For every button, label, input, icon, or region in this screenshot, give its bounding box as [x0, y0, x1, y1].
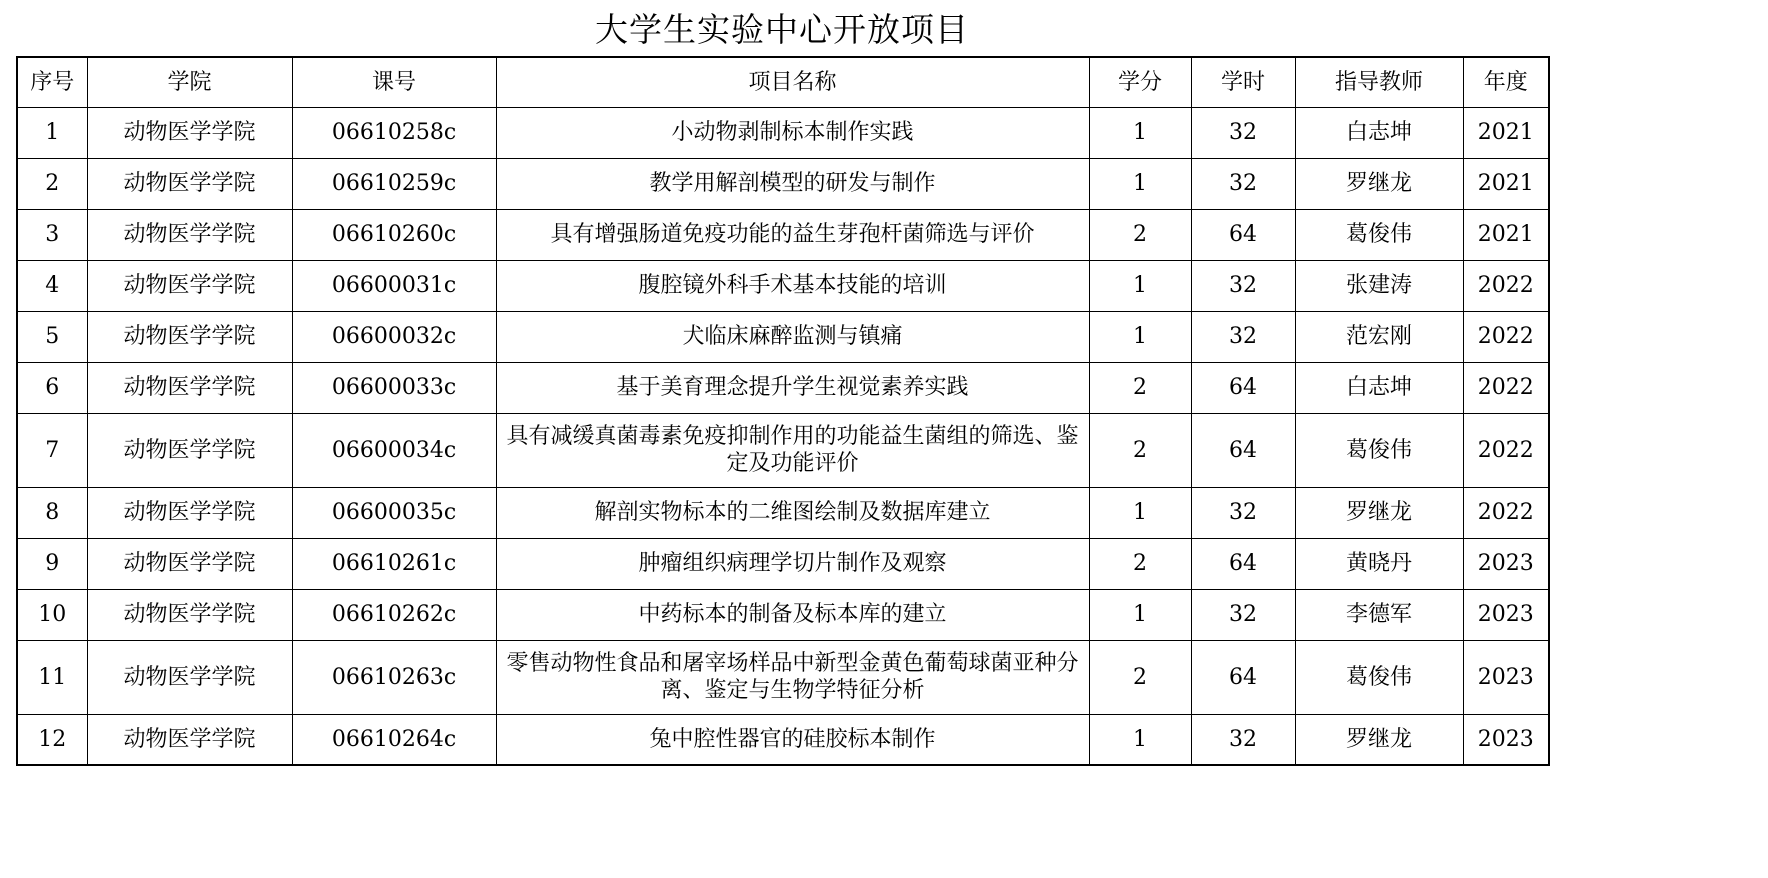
table-row [17, 311, 1549, 362]
cell-hours: 32 [1191, 107, 1295, 158]
cell-teacher: 黄晓丹 [1295, 538, 1463, 589]
cell-teacher: 罗继龙 [1295, 158, 1463, 209]
cell-college: 动物医学学院 [87, 209, 292, 260]
cell-college: 动物医学学院 [87, 362, 292, 413]
cell-code: 06610262c [292, 589, 496, 640]
cell-code: 06600034c [292, 413, 496, 487]
cell-no: 11 [17, 640, 87, 714]
cell-project-name: 解剖实物标本的二维图绘制及数据库建立 [496, 487, 1089, 538]
cell-no: 6 [17, 362, 87, 413]
cell-teacher: 范宏刚 [1295, 311, 1463, 362]
table-row [17, 714, 1549, 765]
header-cell-credit: 学分 [1089, 57, 1191, 107]
cell-hours: 64 [1191, 413, 1295, 487]
cell-year: 2022 [1463, 260, 1549, 311]
table-row [17, 640, 1549, 714]
cell-project-name: 腹腔镜外科手术基本技能的培训 [496, 260, 1089, 311]
table-row [17, 538, 1549, 589]
cell-code: 06610258c [292, 107, 496, 158]
cell-hours: 32 [1191, 714, 1295, 765]
cell-code: 06610259c [292, 158, 496, 209]
cell-year: 2023 [1463, 589, 1549, 640]
cell-credit: 1 [1089, 260, 1191, 311]
cell-college: 动物医学学院 [87, 487, 292, 538]
header-cell-code: 课号 [292, 57, 496, 107]
cell-credit: 1 [1089, 107, 1191, 158]
cell-college: 动物医学学院 [87, 107, 292, 158]
cell-teacher: 葛俊伟 [1295, 413, 1463, 487]
cell-hours: 32 [1191, 589, 1295, 640]
cell-year: 2023 [1463, 714, 1549, 765]
cell-hours: 32 [1191, 311, 1295, 362]
table-row [17, 487, 1549, 538]
cell-hours: 32 [1191, 158, 1295, 209]
cell-year: 2022 [1463, 311, 1549, 362]
table-row [17, 413, 1549, 487]
cell-hours: 32 [1191, 260, 1295, 311]
header-cell-teacher: 指导教师 [1295, 57, 1463, 107]
cell-year: 2023 [1463, 640, 1549, 714]
table-row [17, 362, 1549, 413]
cell-no: 10 [17, 589, 87, 640]
cell-code: 06610263c [292, 640, 496, 714]
cell-year: 2021 [1463, 107, 1549, 158]
cell-college: 动物医学学院 [87, 640, 292, 714]
cell-hours: 64 [1191, 209, 1295, 260]
table-row [17, 589, 1549, 640]
cell-year: 2021 [1463, 209, 1549, 260]
cell-credit: 2 [1089, 640, 1191, 714]
cell-year: 2021 [1463, 158, 1549, 209]
cell-project-name: 兔中腔性器官的硅胶标本制作 [496, 714, 1089, 765]
cell-no: 9 [17, 538, 87, 589]
cell-project-name: 肿瘤组织病理学切片制作及观察 [496, 538, 1089, 589]
table-row [17, 158, 1549, 209]
cell-teacher: 罗继龙 [1295, 714, 1463, 765]
header-cell-year: 年度 [1463, 57, 1549, 107]
projects-table [16, 56, 1550, 766]
cell-no: 1 [17, 107, 87, 158]
header-cell-no: 序号 [17, 57, 87, 107]
cell-credit: 1 [1089, 311, 1191, 362]
cell-no: 12 [17, 714, 87, 765]
cell-college: 动物医学学院 [87, 311, 292, 362]
cell-no: 8 [17, 487, 87, 538]
cell-year: 2023 [1463, 538, 1549, 589]
cell-teacher: 葛俊伟 [1295, 640, 1463, 714]
cell-hours: 32 [1191, 487, 1295, 538]
cell-code: 06610260c [292, 209, 496, 260]
header-row [17, 57, 1549, 107]
header-cell-name: 项目名称 [496, 57, 1089, 107]
cell-hours: 64 [1191, 640, 1295, 714]
cell-hours: 64 [1191, 538, 1295, 589]
cell-credit: 2 [1089, 362, 1191, 413]
cell-no: 4 [17, 260, 87, 311]
table-row [17, 209, 1549, 260]
cell-hours: 64 [1191, 362, 1295, 413]
cell-year: 2022 [1463, 487, 1549, 538]
cell-teacher: 白志坤 [1295, 107, 1463, 158]
cell-code: 06600033c [292, 362, 496, 413]
cell-code: 06600031c [292, 260, 496, 311]
cell-teacher: 白志坤 [1295, 362, 1463, 413]
cell-credit: 1 [1089, 589, 1191, 640]
cell-year: 2022 [1463, 362, 1549, 413]
cell-college: 动物医学学院 [87, 714, 292, 765]
table-row [17, 107, 1549, 158]
cell-college: 动物医学学院 [87, 158, 292, 209]
table-row [17, 260, 1549, 311]
cell-teacher: 张建涛 [1295, 260, 1463, 311]
header-cell-hours: 学时 [1191, 57, 1295, 107]
cell-no: 7 [17, 413, 87, 487]
cell-code: 06610264c [292, 714, 496, 765]
cell-project-name: 中药标本的制备及标本库的建立 [496, 589, 1089, 640]
cell-project-name: 教学用解剖模型的研发与制作 [496, 158, 1089, 209]
cell-college: 动物医学学院 [87, 413, 292, 487]
cell-teacher: 李德军 [1295, 589, 1463, 640]
cell-project-name: 基于美育理念提升学生视觉素养实践 [496, 362, 1089, 413]
cell-credit: 2 [1089, 209, 1191, 260]
cell-code: 06600035c [292, 487, 496, 538]
cell-credit: 2 [1089, 538, 1191, 589]
document-page [16, 4, 1548, 766]
cell-credit: 1 [1089, 487, 1191, 538]
cell-project-name: 具有增强肠道免疫功能的益生芽孢杆菌筛选与评价 [496, 209, 1089, 260]
cell-year: 2022 [1463, 413, 1549, 487]
cell-no: 5 [17, 311, 87, 362]
cell-college: 动物医学学院 [87, 260, 292, 311]
cell-college: 动物医学学院 [87, 589, 292, 640]
cell-project-name: 零售动物性食品和屠宰场样品中新型金黄色葡萄球菌亚种分离、鉴定与生物学特征分析 [496, 640, 1089, 714]
cell-code: 06600032c [292, 311, 496, 362]
cell-teacher: 罗继龙 [1295, 487, 1463, 538]
cell-credit: 1 [1089, 714, 1191, 765]
cell-project-name: 具有减缓真菌毒素免疫抑制作用的功能益生菌组的筛选、鉴定及功能评价 [496, 413, 1089, 487]
cell-no: 3 [17, 209, 87, 260]
cell-code: 06610261c [292, 538, 496, 589]
cell-project-name: 犬临床麻醉监测与镇痛 [496, 311, 1089, 362]
header-cell-college: 学院 [87, 57, 292, 107]
cell-no: 2 [17, 158, 87, 209]
cell-credit: 2 [1089, 413, 1191, 487]
cell-teacher: 葛俊伟 [1295, 209, 1463, 260]
cell-project-name: 小动物剥制标本制作实践 [496, 107, 1089, 158]
document-title: 大学生实验中心开放项目 [595, 10, 969, 49]
cell-college: 动物医学学院 [87, 538, 292, 589]
cell-credit: 1 [1089, 158, 1191, 209]
